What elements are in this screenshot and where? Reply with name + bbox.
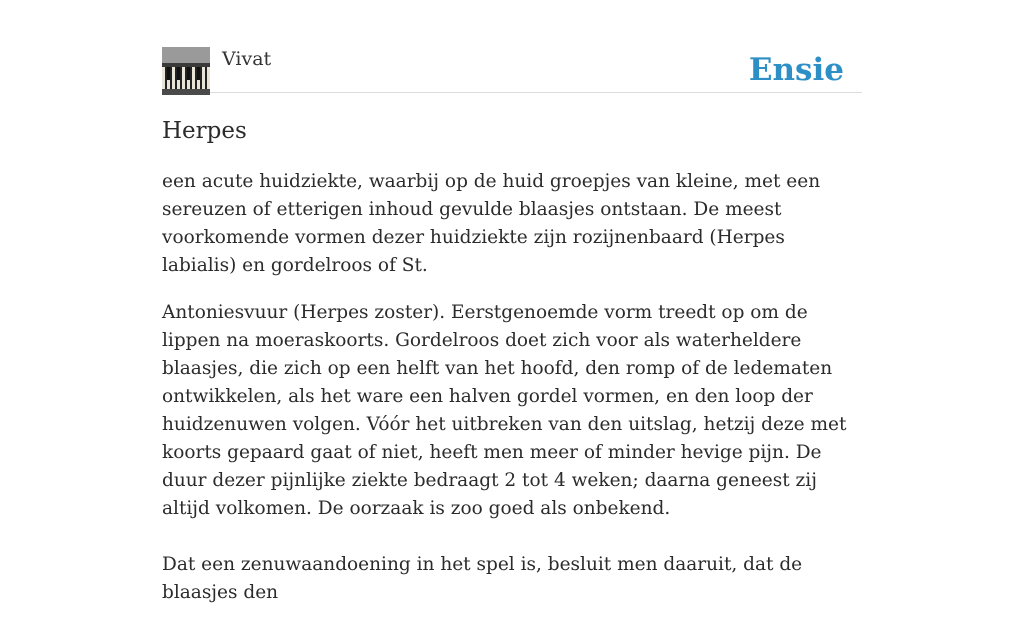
article-paragraph: Dat een zenuwaandoening in het spel is, besluit men daaruit, dat de blaasjes den — [162, 554, 803, 603]
page-title: Herpes — [162, 118, 247, 144]
site-logo[interactable]: Ensie — [748, 52, 844, 88]
author-avatar[interactable] — [162, 47, 210, 95]
piano-keys-avatar-icon — [162, 47, 210, 95]
article-paragraph: een acute huidziekte, waarbij op de huid groepjes van kleine, met een sereuzen of etterigen inhoud gevulde blaasjes ontstaan. De meest voorkomende vormen dezer huidziekte zijn rozijnenbaard (Herpes labialis) en gordelroos of St. — [162, 171, 821, 276]
header — [162, 47, 862, 93]
article-paragraph: Antoniesvuur (Herpes zoster). Eerstgenoemde vorm treedt op om de lippen na moeraskoorts. Gordelroos doet zich voor als waterheldere blaasjes, die zich op een helft van het hoofd, den romp of de ledematen ontwikkelen, als het ware een halven gordel vormen, en den loop der huidzenuwen volgen. Vóór het uitbreken van den uitslag, hetzij deze met koorts gepaard gaat of niet, heeft men meer of minder hevige pijn. De duur dezer pijnlijke ziekte bedraagt 2 tot 4 weken; daarna geneest zij altijd volkomen. De oorzaak is zoo goed als onbekend. — [162, 302, 847, 519]
author-name[interactable]: Vivat — [222, 48, 272, 70]
article-body — [162, 168, 864, 626]
